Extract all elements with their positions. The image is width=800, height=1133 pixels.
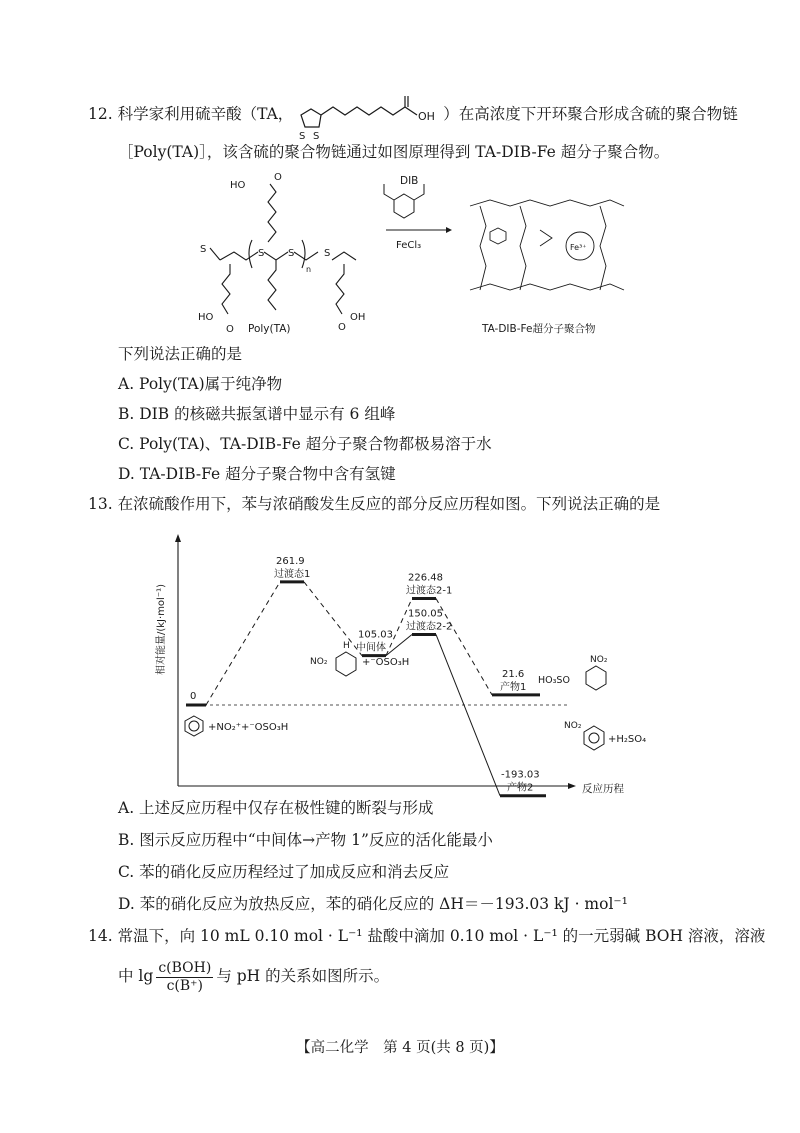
intermediate-ion-label: +⁻OSO₃H (362, 657, 410, 668)
energy-label-4: 过渡态2-2 (406, 621, 453, 633)
x-axis-arrow (568, 783, 576, 789)
scheme-o-top: O (274, 172, 282, 183)
product2-no2: NO₂ (564, 721, 582, 731)
q12-option-a[interactable]: A. Poly(TA)属于纯净物 (118, 375, 283, 393)
supramolecular-network (470, 200, 624, 290)
q14-fraction (156, 960, 213, 995)
q13-option-a[interactable]: A. 上述反应历程中仅存在极性键的断裂与形成 (118, 799, 434, 817)
energy-label-3: 过渡态2-1 (406, 585, 453, 597)
q12-stem-part-a: 12. 科学家利用硫辛酸（TA， (88, 105, 294, 123)
y-axis-label: 相对能量/(kJ·mol⁻¹) (156, 583, 167, 675)
path-0-1 (206, 582, 280, 705)
q12-stem-part-b: ）在高浓度下开环聚合形成含硫的聚合物链 (443, 105, 738, 123)
energy-value-2: 105.03 (358, 629, 393, 641)
intermediate-no2: NO₂ (310, 657, 328, 667)
fraction-denominator: c(B⁺) (166, 977, 204, 994)
poly-ta-label: Poly(TA) (248, 323, 291, 335)
q12-reaction-scheme (190, 170, 640, 340)
q12-option-d[interactable]: D. TA-DIB-Fe 超分子聚合物中含有氢键 (118, 465, 396, 483)
product1-hso3o: HO₃SO (538, 675, 570, 686)
ta-sulfur-2: S (313, 131, 320, 142)
product1-no2: NO₂ (590, 655, 608, 665)
energy-profile-chart (150, 520, 650, 800)
q13-stem: 13. 在浓硫酸作用下，苯与浓硝酸发生反应的部分反应历程如图。下列说法正确的是 (88, 495, 661, 513)
energy-value-0: 0 (190, 691, 197, 702)
q13-option-d[interactable]: D. 苯的硝化反应为放热反应，苯的硝化反应的 ΔH＝－193.03 kJ · mol⁻¹ (118, 895, 628, 913)
fe-ion-label: Fe³⁺ (570, 243, 587, 252)
q12-option-b[interactable]: B. DIB 的核磁共振氢谱中显示有 6 组峰 (118, 405, 396, 423)
scheme-s-mid2: S (288, 248, 295, 259)
scheme-o-bottom: O (226, 324, 234, 335)
benzene-icon (185, 716, 203, 736)
q13-option-b[interactable]: B. 图示反应历程中“中间体→产物 1”反应的活化能最小 (118, 831, 493, 849)
reagent-dib-label: DIB (400, 175, 419, 187)
scheme-ho-top: HO (230, 180, 246, 191)
scheme-s-left: S (200, 244, 207, 255)
product1-molecule (586, 666, 606, 690)
ta-sulfur-1: S (299, 131, 306, 142)
q14-stem-part-a: 中 lg (118, 967, 154, 985)
product-polymer-label: TA-DIB-Fe超分子聚合物 (482, 323, 596, 335)
path-4-6 (436, 634, 500, 795)
intermediate-molecule (336, 652, 356, 676)
energy-value-3: 226.48 (408, 572, 443, 584)
scheme-subscript-n: n (306, 265, 312, 274)
energy-value-5: 21.6 (502, 668, 525, 680)
x-axis-label: 反应历程 (582, 783, 624, 795)
q12-stem-line1 (88, 93, 738, 145)
path-3-5 (436, 599, 492, 695)
energy-value-4: 150.05 (408, 608, 443, 620)
ta-hydroxyl: OH (418, 110, 436, 123)
reagent-fecl3-label: FeCl₃ (396, 240, 422, 251)
path-1-2 (304, 582, 362, 656)
y-axis-arrow (175, 534, 181, 542)
energy-label-5: 产物1 (500, 681, 527, 693)
page-footer: 【高二化学 第 4 页(共 8 页)】 (296, 1040, 504, 1056)
lipoic-acid-structure (293, 93, 443, 145)
fraction-numerator: c(BOH) (158, 959, 212, 976)
scheme-ho-bottom: HO (198, 312, 214, 323)
reactants-label: +NO₂⁺+⁻OSO₃H (208, 722, 289, 733)
q13-option-c[interactable]: C. 苯的硝化反应历程经过了加成反应和消去反应 (118, 863, 450, 881)
q14-stem-line1: 14. 常温下，向 10 mL 0.10 mol · L⁻¹ 盐酸中滴加 0.10 mol · L⁻¹ 的一元弱碱 BOH 溶液，溶液 (88, 927, 766, 945)
reaction-arrowhead (446, 227, 452, 233)
scheme-oh-right: OH (350, 312, 366, 323)
q12-option-c[interactable]: C. Poly(TA)、TA-DIB-Fe 超分子聚合物都极易溶于水 (118, 435, 492, 453)
energy-value-6: -193.03 (501, 769, 540, 781)
q12-prompt: 下列说法正确的是 (118, 345, 243, 363)
q14-stem-line2 (118, 956, 389, 996)
poly-ta-structure (210, 184, 356, 314)
q12-stem-line2: ［Poly(TA)］，该含硫的聚合物链通过如图原理得到 TA-DIB-Fe 超分子聚合物。 (118, 143, 670, 161)
q14-stem-part-b: 与 pH 的关系如图所示。 (216, 967, 390, 985)
scheme-s-right: S (324, 248, 331, 259)
energy-label-2: 中间体 (356, 642, 386, 654)
intermediate-h: H (343, 641, 350, 651)
product2-h2so4: +H₂SO₄ (608, 734, 647, 745)
energy-label-1: 过渡态1 (274, 568, 311, 580)
scheme-s-mid1: S (258, 248, 265, 259)
product2-molecule (584, 726, 604, 750)
energy-label-6: 产物2 (507, 782, 534, 794)
dib-structure (384, 184, 424, 218)
scheme-o-right: O (338, 322, 346, 333)
energy-value-1: 261.9 (276, 555, 305, 567)
